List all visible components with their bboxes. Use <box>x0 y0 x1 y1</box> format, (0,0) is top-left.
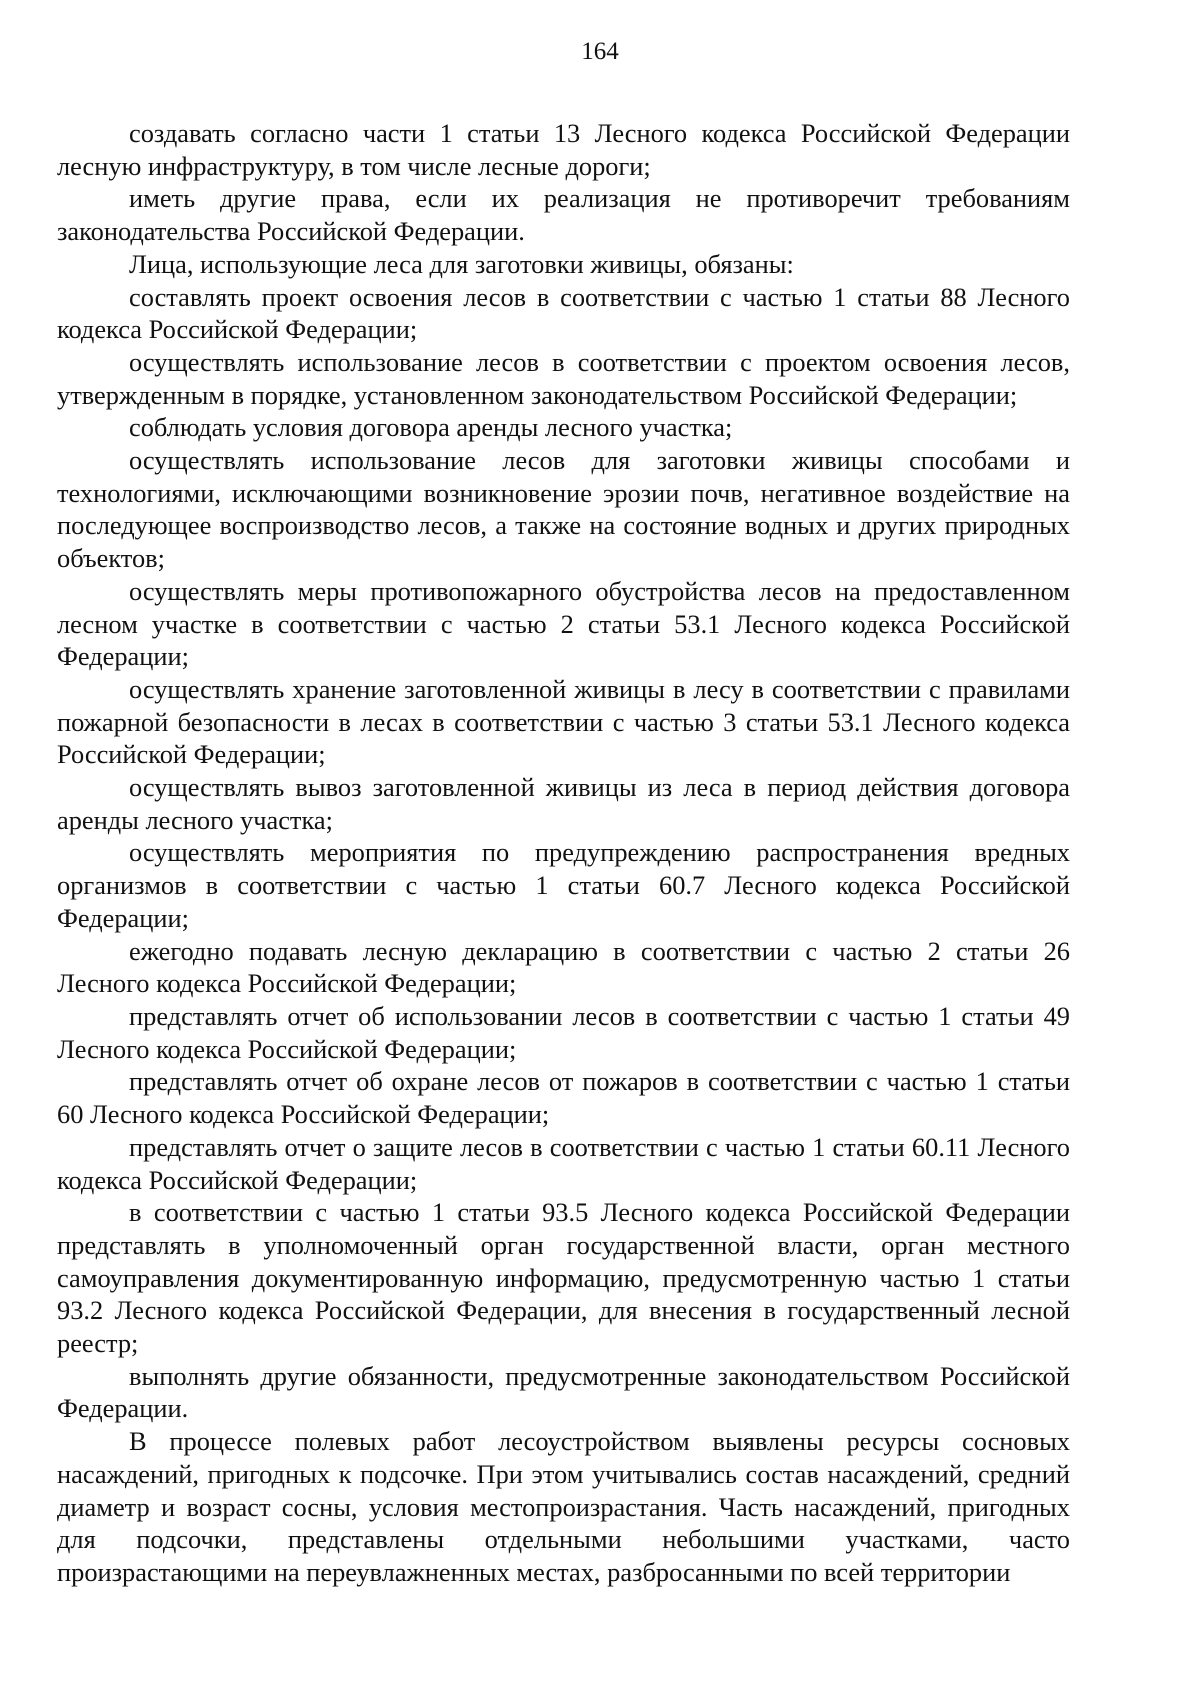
paragraph-10: осуществлять вывоз заготовленной живицы из леса в период действия договора аренды лесного участка; <box>57 772 1070 835</box>
paragraph-2: иметь другие права, если их реализация не противоречит требованиям законодательства Российской Федерации. <box>57 183 1070 247</box>
paragraph-9: осуществлять хранение заготовленной живицы в лесу в соответствии с правилами пожарной безопасности в лесах в соответствии с частью 3 статьи 53.1 Лесного кодекса Российской Федерации; <box>57 673 1070 770</box>
paragraph-8: осуществлять меры противопожарного обустройства лесов на предоставленном лесном участке в соответствии с частью 2 статьи 53.1 Лесного кодекса Российской Федерации; <box>57 575 1070 672</box>
paragraph-7: осуществлять использование лесов для заготовки живицы способами и технологиями, исключающими возникновение эрозии почв, негативное воздействие на последующее воспроизводство лесов, а также на состояние водных и других природных объектов; <box>57 445 1070 574</box>
paragraph-5: осуществлять использование лесов в соответствии с проектом освоения лесов, утвержденным в порядке, установленном законодательством Российской Федерации; <box>57 346 1070 410</box>
paragraph-1: создавать согласно части 1 статьи 13 Лесного кодекса Российской Федерации лесную инфраструктуру, в том числе лесные дороги; <box>57 118 1070 181</box>
paragraph-12: ежегодно подавать лесную декларацию в соответствии с частью 2 статьи 26 Лесного кодекса Российской Федерации; <box>57 935 1070 999</box>
page-number: 164 <box>581 38 619 65</box>
paragraph-16: в соответствии с частью 1 статьи 93.5 Лесного кодекса Российской Федерации представлять в уполномоченный орган государственной власти, орган местного самоуправления документированную информацию, предусмотренную частью 1 статьи 93.2 Лесного кодекса Российской Федерации, для внесения в государственный лесной реестр; <box>57 1197 1070 1359</box>
paragraph-3: Лица, использующие леса для заготовки живицы, обязаны: <box>129 248 794 279</box>
paragraph-11: осуществлять мероприятия по предупреждению распространения вредных организмов в соответствии с частью 1 статьи 60.7 Лесного кодекса Российской Федерации; <box>57 837 1070 933</box>
paragraph-18: В процессе полевых работ лесоустройством выявлены ресурсы сосновых насаждений, пригодных к подсочке. При этом учитывались состав насаждений, средний диаметр и возраст сосны, условия местопроизрастания. Часть насаждений, пригодных для подсочки, представлены отдельными небольшими участками, часто произрастающими на переувлажненных местах, разбросанными по всей территории <box>57 1426 1070 1587</box>
paragraph-17: выполнять другие обязанности, предусмотренные законодательством Российской Федерации. <box>57 1360 1070 1424</box>
paragraph-6: соблюдать условия договора аренды лесного участка; <box>129 412 733 443</box>
paragraph-13: представлять отчет об использовании лесов в соответствии с частью 1 статьи 49 Лесного кодекса Российской Федерации; <box>57 1000 1070 1064</box>
paragraph-15: представлять отчет о защите лесов в соответствии с частью 1 статьи 60.11 Лесного кодекса Российской Федерации; <box>57 1131 1070 1195</box>
body-text <box>57 117 1070 1589</box>
paragraph-14: представлять отчет об охране лесов от пожаров в соответствии с частью 1 статьи 60 Лесного кодекса Российской Федерации; <box>57 1066 1070 1130</box>
paragraph-4: составлять проект освоения лесов в соответствии с частью 1 статьи 88 Лесного кодекса Российской Федерации; <box>57 281 1070 345</box>
